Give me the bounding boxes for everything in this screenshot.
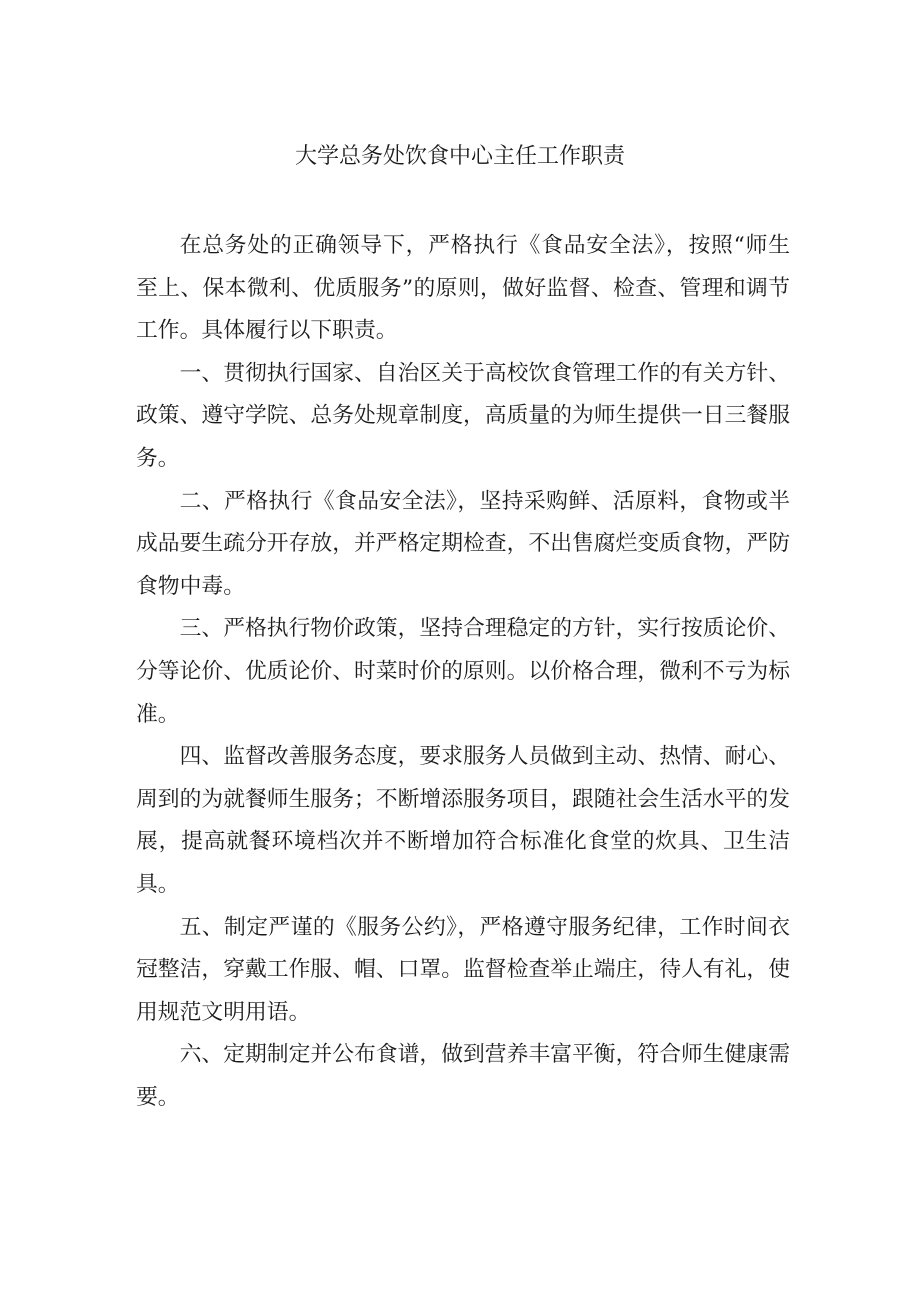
document-title: 大学总务处饮食中心主任工作职责 xyxy=(294,144,625,169)
duty-paragraph-6: 六、定期制定并公布食谱，做到营养丰富平衡，符合师生健康需要。 xyxy=(136,1042,790,1110)
duty-paragraph-1: 一、贯彻执行国家、自治区关于高校饮食管理工作的有关方针、政策、遵守学院、总务处规章制度，高质量的为师生提供一日三餐服务。 xyxy=(136,360,790,471)
intro-paragraph: 在总务处的正确领导下，严格执行《食品安全法》，按照“师生至上、保本微利、优质服务”的原则，做好监督、检查、管理和调节工作。具体履行以下职责。 xyxy=(136,233,790,344)
duty-paragraph-4: 四、监督改善服务态度，要求服务人员做到主动、热情、耐心、周到的为就餐师生服务；不断增添服务项目，跟随社会生活水平的发展，提高就餐环境档次并不断增加符合标准化食堂的炊具、卫生洁具。 xyxy=(136,744,790,897)
document-body xyxy=(136,225,790,1119)
duty-paragraph-2: 二、严格执行《食品安全法》，坚持采购鲜、活原料，食物或半成品要生疏分开存放，并严格定期检查，不出售腐烂变质食物，严防食物中毒。 xyxy=(136,488,790,599)
duty-paragraph-3: 三、严格执行物价政策，坚持合理稳定的方针，实行按质论价、分等论价、优质论价、时菜时价的原则。以价格合理，微利不亏为标准。 xyxy=(136,616,790,727)
duty-paragraph-5: 五、制定严谨的《服务公约》，严格遵守服务纪律，工作时间衣冠整洁，穿戴工作服、帽、口罩。监督检查举止端庄，待人有礼，使用规范文明用语。 xyxy=(136,914,790,1025)
